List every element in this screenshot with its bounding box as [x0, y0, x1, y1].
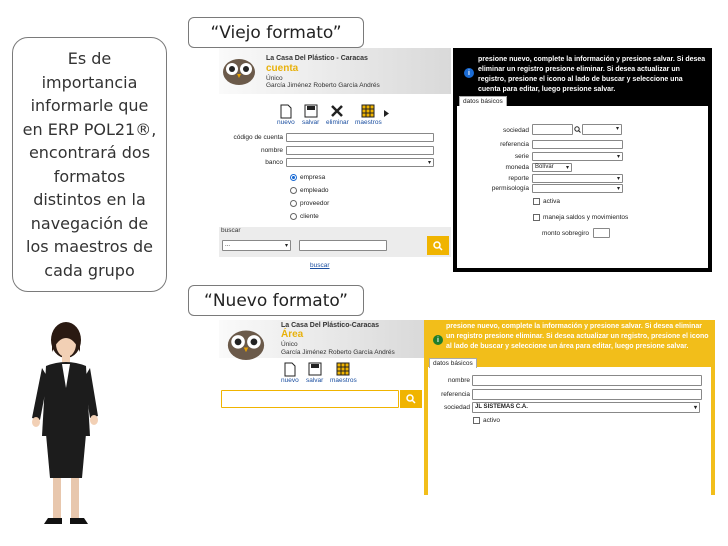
- new-nuevo-label: nuevo: [281, 377, 299, 384]
- old-banco-select[interactable]: [286, 158, 434, 167]
- chevron-down-icon: ▾: [616, 176, 620, 182]
- old-module-name: cuenta: [266, 63, 299, 74]
- permisologia-select[interactable]: [532, 184, 623, 193]
- reporte-select[interactable]: [532, 174, 623, 183]
- checkbox-icon: [533, 198, 540, 205]
- grid-icon: [361, 104, 375, 119]
- old-maestros-button[interactable]: [355, 104, 382, 126]
- new-tab-datos-basicos[interactable]: datos básicos: [429, 358, 477, 368]
- info-bubble: [12, 37, 167, 292]
- radio-cliente[interactable]: [290, 213, 319, 220]
- old-format-title: [188, 17, 364, 48]
- grid-icon: [336, 362, 350, 377]
- old-salvar-label: salvar: [302, 119, 320, 126]
- reporte-label: reporte: [508, 175, 529, 182]
- sociedad-input[interactable]: [532, 124, 573, 135]
- permisologia-label: permisología: [491, 185, 529, 192]
- new-nombre-label: nombre: [447, 377, 470, 384]
- new-document-icon: [279, 104, 293, 119]
- save-icon: [308, 362, 322, 377]
- chevron-down-icon: ▾: [427, 160, 431, 166]
- maneja-label: maneja saldos y movimientos: [543, 214, 629, 221]
- old-tab-datos-basicos[interactable]: datos básicos: [459, 96, 507, 106]
- search-icon: [406, 394, 416, 404]
- new-maestros-label: maestros: [330, 377, 357, 384]
- new-company-name: La Casa Del Plástico-Caracas: [281, 322, 380, 329]
- buscar-heading: buscar: [221, 227, 241, 234]
- old-search-button[interactable]: [427, 236, 449, 255]
- old-unit: Único: [266, 75, 283, 82]
- radio-proveedor-label: proveedor: [300, 200, 330, 207]
- buscar-select-value: ...: [225, 242, 231, 248]
- chevron-down-icon: ▾: [616, 186, 620, 192]
- new-info-text: presione nuevo, complete la información y presione salvar. Si desea eliminar un registro presione eliminar. Si desea actualizar un registro, presione el icono al lado de buscar y seleccione un área para editar, luego presione salvar.: [446, 323, 709, 350]
- chevron-down-icon: ▾: [693, 405, 697, 411]
- chevron-down-icon: ▾: [615, 126, 619, 132]
- referencia-label: referencia: [500, 141, 529, 148]
- old-nombre-input[interactable]: [286, 146, 434, 155]
- radio-empresa[interactable]: [290, 174, 325, 181]
- checkbox-icon: [533, 214, 540, 221]
- activa-label: activa: [543, 198, 560, 205]
- monto-sobregiro-input[interactable]: [593, 228, 610, 238]
- moneda-value: Bolívar: [535, 164, 554, 170]
- businesswoman-illustration: [26, 308, 106, 530]
- radio-empleado-label: empleado: [300, 187, 329, 194]
- new-format-detail-panel: [424, 320, 715, 495]
- moneda-label: moneda: [505, 164, 529, 171]
- radio-empleado[interactable]: [290, 187, 329, 194]
- new-sociedad-value: JL SISTEMAS C.A.: [475, 404, 528, 410]
- sociedad-label: sociedad: [502, 127, 529, 134]
- new-detail-area: [428, 367, 711, 495]
- referencia-input[interactable]: [532, 140, 623, 149]
- old-salvar-button[interactable]: [302, 104, 319, 126]
- monto-sobregiro-label: monto sobregiro: [542, 230, 589, 237]
- checkbox-icon: [473, 417, 480, 424]
- serie-select[interactable]: [532, 152, 623, 161]
- new-document-icon: [283, 362, 297, 377]
- chevron-right-icon[interactable]: [384, 110, 389, 117]
- radio-off-icon: [290, 187, 297, 194]
- new-maestros-button[interactable]: [330, 362, 357, 384]
- new-search-button[interactable]: [400, 390, 422, 408]
- new-search-input[interactable]: [221, 390, 399, 408]
- search-icon: [433, 241, 443, 251]
- radio-proveedor[interactable]: [290, 200, 329, 207]
- old-eliminar-label: eliminar: [326, 119, 349, 126]
- new-user: García Jiménez Roberto García Andrés: [281, 349, 395, 356]
- moneda-select[interactable]: [532, 163, 572, 172]
- new-module-name: Área: [281, 329, 304, 340]
- owl-logo-icon: [222, 55, 256, 85]
- new-format-title-text: “Nuevo formato”: [204, 290, 348, 311]
- new-sociedad-select[interactable]: [472, 402, 700, 413]
- search-icon[interactable]: [574, 126, 581, 133]
- old-banco-label: banco: [265, 159, 283, 166]
- new-sociedad-label: sociedad: [443, 404, 470, 411]
- new-format-form-panel: [219, 320, 424, 495]
- old-nombre-label: nombre: [260, 147, 283, 154]
- bubble-text: Es de importancia informarle que en ERP POL21®, encontrará dos formatos distintos en la navegación de los maestros de cada grupo: [22, 49, 157, 280]
- radio-cliente-label: cliente: [300, 213, 319, 220]
- new-unit: Único: [281, 341, 298, 348]
- old-user: García Jiménez Roberto García Andrés: [266, 82, 380, 89]
- new-nuevo-button[interactable]: [281, 362, 299, 384]
- maneja-saldos-checkbox[interactable]: [533, 214, 628, 221]
- old-maestros-label: maestros: [355, 119, 382, 126]
- radio-off-icon: [290, 200, 297, 207]
- buscar-input[interactable]: [299, 240, 387, 251]
- info-icon: i: [433, 335, 443, 345]
- old-eliminar-button[interactable]: [326, 104, 349, 126]
- radio-on-icon: [290, 174, 297, 181]
- new-referencia-input[interactable]: [472, 389, 702, 400]
- activa-checkbox[interactable]: [533, 198, 560, 205]
- save-icon: [304, 104, 318, 119]
- buscar-select[interactable]: [222, 240, 291, 251]
- chevron-down-icon: ▾: [616, 154, 620, 160]
- radio-off-icon: [290, 213, 297, 220]
- new-format-title: [188, 285, 364, 316]
- radio-empresa-label: empresa: [300, 174, 326, 181]
- new-salvar-button[interactable]: [306, 362, 323, 384]
- old-company-name: La Casa Del Plástico - Caracas: [266, 55, 368, 62]
- serie-label: serie: [514, 153, 529, 160]
- old-nuevo-label: nuevo: [277, 119, 295, 126]
- old-codigo-label: código de cuenta: [233, 134, 283, 141]
- new-activo-label: activo: [483, 417, 500, 424]
- delete-x-icon: [330, 104, 344, 119]
- old-codigo-input[interactable]: [286, 133, 434, 142]
- chevron-down-icon: ▾: [565, 165, 569, 171]
- new-activo-checkbox[interactable]: [473, 417, 500, 424]
- new-salvar-label: salvar: [306, 377, 324, 384]
- chevron-down-icon: ▾: [284, 243, 288, 249]
- buscar-link[interactable]: buscar: [310, 262, 330, 269]
- new-referencia-label: referencia: [441, 391, 470, 398]
- old-info-text: presione nuevo, complete la información y presione salvar. Si desea eliminar un registro presione eliminar. Si desea actualizar un registro, presione el icono al lado de buscar y seleccione una cuenta para editar, luego presione salvar.: [478, 56, 706, 93]
- old-format-title-text: “Viejo formato”: [210, 22, 342, 43]
- new-nombre-input[interactable]: [472, 375, 702, 386]
- sociedad-select[interactable]: [582, 124, 622, 135]
- old-nuevo-button[interactable]: [277, 104, 295, 126]
- info-icon: i: [464, 68, 474, 78]
- owl-logo-icon: [225, 326, 267, 360]
- old-format-detail-panel: [453, 48, 712, 272]
- old-format-form-panel: [219, 48, 451, 270]
